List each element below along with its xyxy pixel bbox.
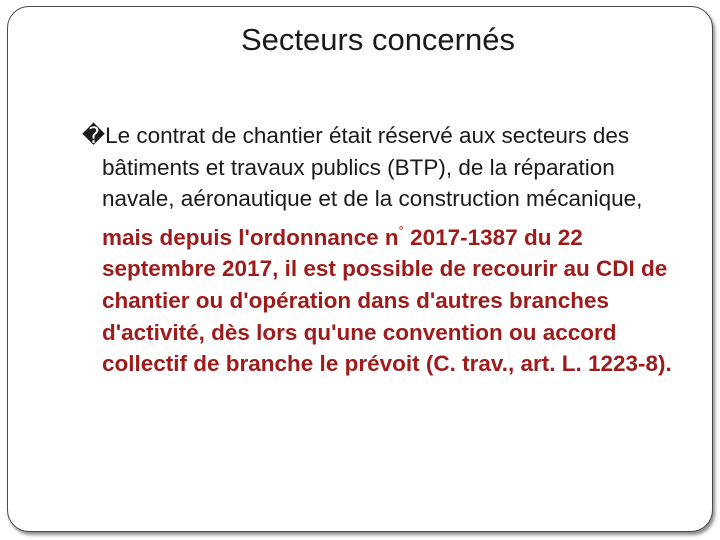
bullet-glyph: � <box>82 123 106 148</box>
body-text-plain: Le contrat de chantier était réservé aux secteurs des bâtiments et travaux publics (BTP), de la réparation navale, aéronautique et de la construction mécanique, <box>102 123 643 212</box>
slide-title: Secteurs concernés <box>241 22 515 57</box>
body-text-emphasis-2: 2017-1387 du 22 septembre 2017, il est possible de recourir au CDI de chantier ou d'opération dans d'autres branches d'activité, dès lors qu'une convention ou accord collectif de branche le prévoit (C. trav., art. L. 1223-8). <box>102 224 672 377</box>
bullet-paragraph <box>82 120 672 380</box>
body-text-emphasis-1: mais depuis l'ordonnance n <box>102 224 399 250</box>
slide-body <box>82 120 672 380</box>
degree-sign: ° <box>398 222 404 238</box>
